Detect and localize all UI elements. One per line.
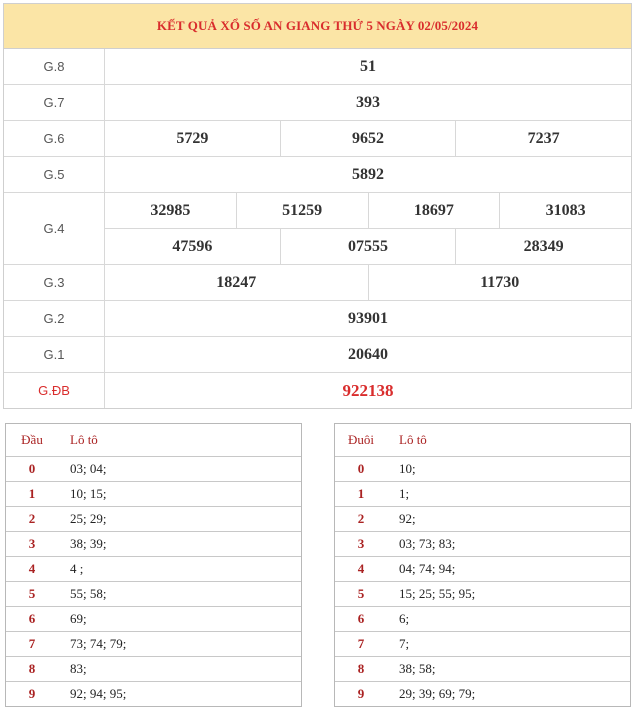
dau-rows [6,457,301,706]
prize-line [105,228,631,264]
dau-header [6,424,301,457]
duoi-numbers: 29; 39; 69; 79; [399,686,476,701]
duoi-digit: 6 [357,611,365,626]
duoi-row [335,482,630,507]
prize-number: 5729 [176,129,209,147]
prize-row [4,301,631,337]
prize-number: 18247 [216,273,257,291]
dau-row [6,557,301,582]
duoi-row [335,557,630,582]
prize-number: 28349 [455,229,631,264]
prize-line [105,85,631,120]
prize-number: 51 [360,57,376,75]
duoi-digit: 5 [357,586,365,601]
dau-loto-col-head: Lô tô [70,432,98,447]
prize-row [4,121,631,157]
prize-row [4,337,631,373]
dau-numbers: 4 ; [70,561,84,576]
dau-row [6,532,301,557]
dau-numbers: 03; 04; [70,461,107,476]
results-table [3,3,632,409]
duoi-row [335,532,630,557]
duoi-numbers: 7; [399,636,410,651]
prize-values [105,301,631,336]
dau-loto-table [5,423,302,707]
prize-row [4,265,631,301]
prize-label: G.8 [4,49,105,84]
prize-number: 11730 [368,265,632,300]
prize-number: 922138 [342,380,394,400]
duoi-numbers: 15; 25; 55; 95; [399,586,476,601]
dau-numbers: 38; 39; [70,536,107,551]
dau-digit: 9 [28,686,36,701]
prize-line [105,301,631,336]
duoi-row [335,507,630,532]
prize-values [105,265,631,300]
prize-line [105,337,631,372]
dau-digit: 1 [28,486,36,501]
dau-numbers: 83; [70,661,87,676]
duoi-loto-table [334,423,631,707]
prize-label: G.7 [4,85,105,120]
prize-line [105,373,631,408]
duoi-numbers: 03; 73; 83; [399,536,456,551]
duoi-row [335,657,630,682]
prize-line [105,193,631,228]
dau-numbers: 69; [70,611,87,626]
prize-row [4,157,631,193]
prize-values [105,121,631,156]
dau-row [6,607,301,632]
prize-number: 51259 [236,193,368,228]
dau-numbers: 92; 94; 95; [70,686,127,701]
prize-values [105,157,631,192]
duoi-numbers: 1; [399,486,410,501]
dau-digit: 4 [28,561,36,576]
prize-row [4,49,631,85]
duoi-row [335,457,630,482]
prize-number: 31083 [499,193,631,228]
prize-line [105,265,631,300]
prize-values [105,373,631,408]
dau-row [6,507,301,532]
dau-row [6,482,301,507]
duoi-col-head: Đuôi [348,432,374,447]
duoi-digit: 1 [357,486,365,501]
prize-label: G.5 [4,157,105,192]
prize-number: 9652 [280,121,456,156]
prize-number: 5892 [352,165,384,183]
prize-line [105,49,631,84]
duoi-numbers: 6; [399,611,410,626]
prize-line [105,121,631,156]
duoi-digit: 9 [357,686,365,701]
prize-label: G.ĐB [4,373,105,408]
prize-label: G.2 [4,301,105,336]
dau-row [6,632,301,657]
prize-values [105,337,631,372]
prize-number: 7237 [455,121,631,156]
duoi-numbers: 92; [399,511,416,526]
prize-label: G.4 [4,193,105,264]
dau-digit: 0 [28,461,36,476]
dau-digit: 7 [28,636,36,651]
duoi-row [335,632,630,657]
dau-numbers: 73; 74; 79; [70,636,127,651]
prize-row [4,373,631,408]
prize-row [4,193,631,265]
duoi-digit: 3 [357,536,365,551]
prize-number: 32985 [150,201,191,219]
dau-row [6,657,301,682]
duoi-header [335,424,630,457]
prize-number: 393 [356,93,380,111]
prize-label: G.3 [4,265,105,300]
duoi-digit: 4 [357,561,365,576]
results-title: KẾT QUẢ XỔ SỐ AN GIANG THỨ 5 NGÀY 02/05/2024 [4,4,631,49]
duoi-row [335,607,630,632]
duoi-digit: 2 [357,511,365,526]
prize-number: 20640 [348,345,388,363]
duoi-loto-col-head: Lô tô [399,432,427,447]
dau-digit: 8 [28,661,36,676]
dau-row [6,457,301,482]
prize-line [105,157,631,192]
dau-digit: 2 [28,511,36,526]
prize-values [105,85,631,120]
dau-digit: 6 [28,611,36,626]
dau-row [6,682,301,706]
prize-row [4,85,631,121]
dau-numbers: 10; 15; [70,486,107,501]
duoi-digit: 8 [357,661,365,676]
dau-numbers: 55; 58; [70,586,107,601]
duoi-numbers: 38; 58; [399,661,436,676]
prize-values [105,49,631,84]
duoi-digit: 7 [357,636,365,651]
dau-col-head: Đầu [21,432,43,447]
dau-row [6,582,301,607]
prize-number: 93901 [348,309,388,327]
duoi-numbers: 04; 74; 94; [399,561,456,576]
prize-rows [4,49,631,408]
dau-digit: 5 [28,586,36,601]
duoi-digit: 0 [357,461,365,476]
prize-values [105,193,631,264]
duoi-row [335,582,630,607]
prize-number: 18697 [368,193,500,228]
duoi-row [335,682,630,706]
dau-numbers: 25; 29; [70,511,107,526]
prize-label: G.1 [4,337,105,372]
prize-number: 47596 [172,237,213,255]
prize-label: G.6 [4,121,105,156]
duoi-numbers: 10; [399,461,416,476]
prize-number: 07555 [280,229,456,264]
dau-digit: 3 [28,536,36,551]
duoi-rows [335,457,630,706]
